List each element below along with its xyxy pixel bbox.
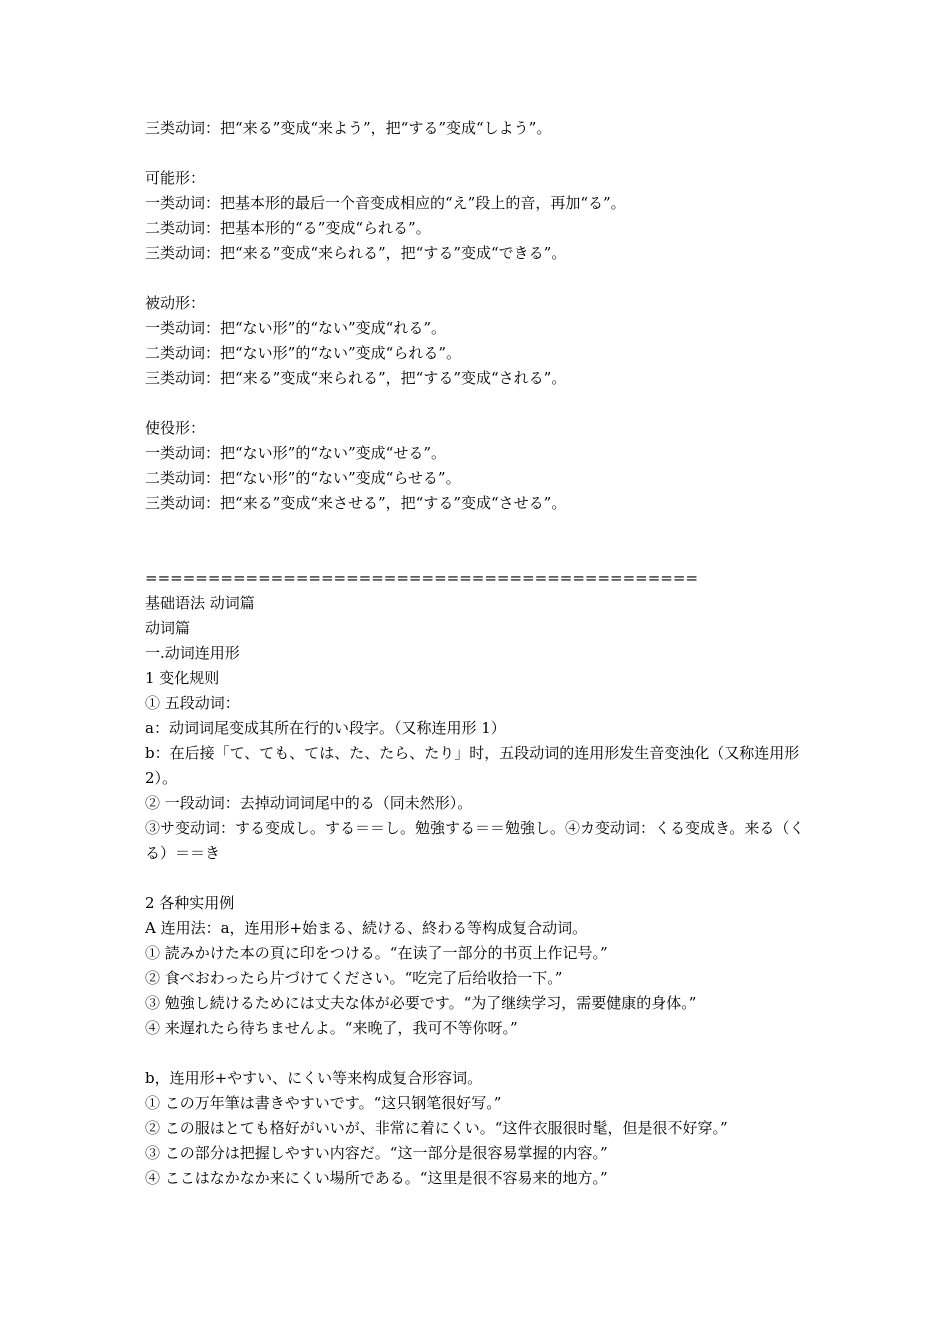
blank-line <box>145 266 815 291</box>
text-line: 三类动词：把“来る”变成“来られる”，把“する”变成“できる”。 <box>145 244 567 262</box>
example-item: ④ ここはなかなか来にくい場所である。“这里是很不容易来的地方。” <box>145 1169 608 1187</box>
text-line: ② 一段动词：去掉动词词尾中的る（同未然形）。 <box>145 794 473 812</box>
document-subtitle: 动词篇 <box>145 619 191 637</box>
text-paragraph: b：在后接「て、ても、ては、た、たら、たり」时，五段动词的连用形发生音变浊化（又称连用形 2）。 <box>145 744 800 787</box>
text-line: 一类动词：把基本形的最后一个音变成相应的“え”段上的音，再加“る”。 <box>145 194 626 212</box>
blank-line <box>145 866 815 891</box>
blank-line <box>145 391 815 416</box>
text-line: a：动词词尾变成其所在行的い段字。（又称连用形 1） <box>145 719 506 737</box>
example-item: ③ この部分は把握しやすい内容だ。“这一部分是很容易掌握的内容。” <box>145 1144 608 1162</box>
example-item: ② 食べおわったら片づけてください。“吃完了后给收拾一下。” <box>145 969 563 987</box>
blank-line <box>145 1041 815 1066</box>
example-item: ③ 勉強し続けるためには丈夫な体が必要です。“为了继续学习，需要健康的身体。” <box>145 994 697 1012</box>
text-line: 一类动词：把“ない形”的“ない”变成“れる”。 <box>145 319 447 337</box>
blank-gap <box>145 516 815 566</box>
document-title: 基础语法 动词篇 <box>145 594 255 612</box>
text-line: ① 五段动词： <box>145 694 240 712</box>
blank-line <box>145 141 815 166</box>
text-paragraph: ③サ变动词：する变成し。する＝＝し。勉強する＝＝勉強し。④カ变动词：くる变成き。来る（くる）＝＝き <box>145 819 805 862</box>
text-line: 二类动词：把“ない形”的“ない”变成“られる”。 <box>145 344 462 362</box>
example-item: ④ 来遅れたら待ちませんよ。“来晚了，我可不等你呀。” <box>145 1019 518 1037</box>
text-line: 三类动词：把“来る”变成“来られる”，把“する”变成“される”。 <box>145 369 567 387</box>
section-heading: 一.动词连用形 <box>145 644 240 662</box>
text-line: A 连用法：a，连用形+始まる、続ける、終わる等构成复合动词。 <box>145 919 588 937</box>
example-item: ① この万年筆は書きやすいです。“这只钢笔很好写。” <box>145 1094 502 1112</box>
text-line: b，连用形+やすい、にくい等来构成复合形容词。 <box>145 1069 483 1087</box>
separator-line: ============================================ <box>145 569 699 587</box>
examples-heading: 2 各种实用例 <box>145 894 235 912</box>
text-line: 二类动词：把基本形的“る”变成“られる”。 <box>145 219 431 237</box>
text-line: 三类动词：把“来る”变成“来よう”，把“する”变成“しよう”。 <box>145 119 552 137</box>
text-line: 二类动词：把“ない形”的“ない”变成“らせる”。 <box>145 469 461 487</box>
text-line: 三类动词：把“来る”变成“来させる”，把“する”变成“させる”。 <box>145 494 567 512</box>
example-item: ① 読みかけた本の頁に印をつける。“在读了一部分的书页上作记号。” <box>145 944 608 962</box>
text-line: 一类动词：把“ない形”的“ない”变成“せる”。 <box>145 444 447 462</box>
section-heading-shieki: 使役形： <box>145 419 206 437</box>
section-heading-ukemi: 被动形： <box>145 294 206 312</box>
rule-heading: 1 变化规则 <box>145 669 220 687</box>
section-heading-kanou: 可能形： <box>145 169 206 187</box>
document-page <box>145 116 815 1191</box>
example-item: ② この服はとても格好がいいが、非常に着にくい。“这件衣服很时髦，但是很不好穿。” <box>145 1119 728 1137</box>
